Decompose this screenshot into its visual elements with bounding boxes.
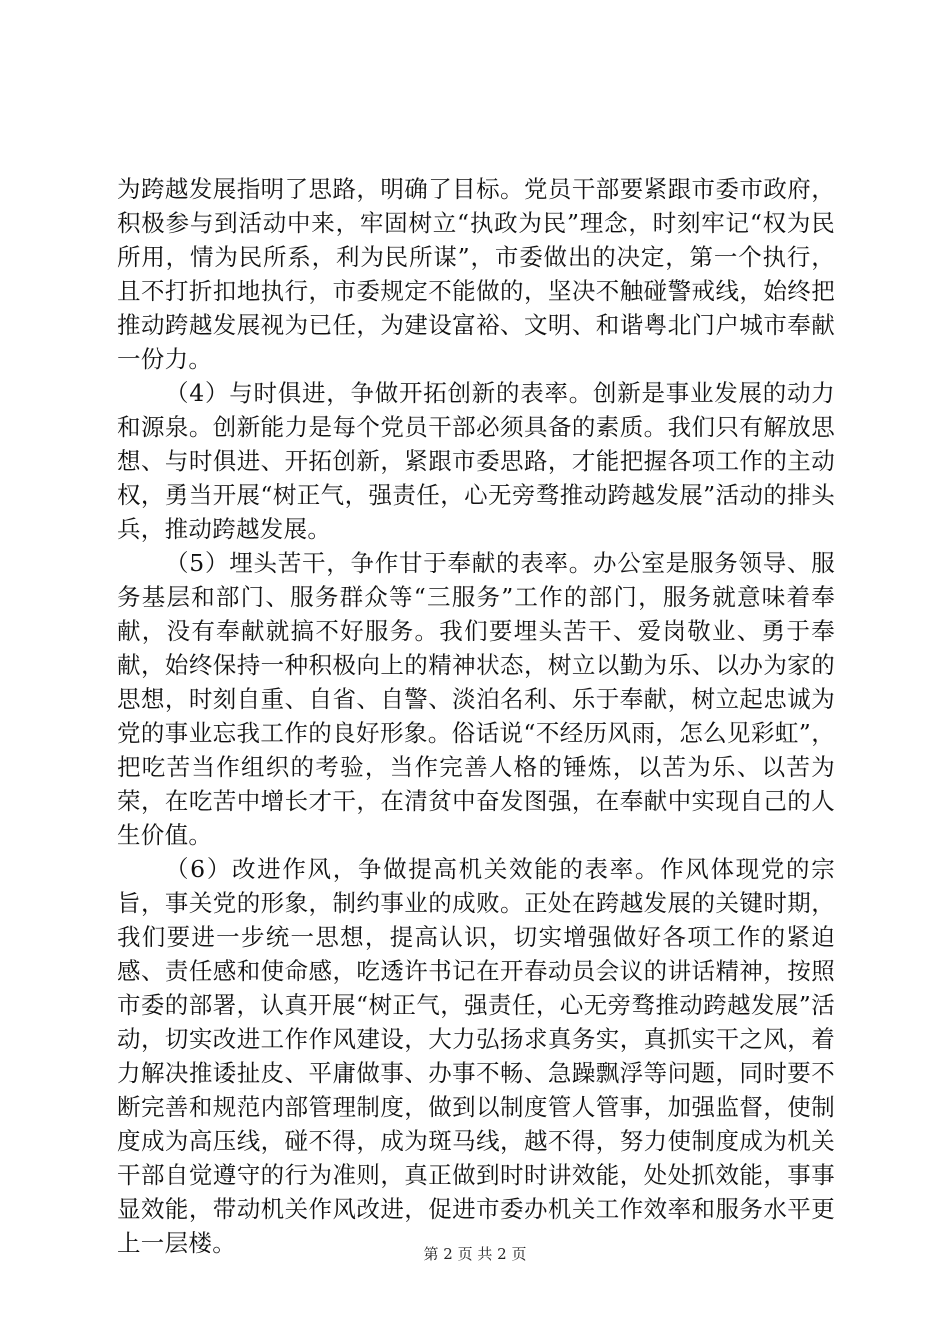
paragraph-continuation: 为跨越发展指明了思路，明确了目标。党员干部要紧跟市委市政府，积极参与到活动中来，牢固树立“执政为民”理念，时刻牢记“权为民所用，情为民所系，利为民所谋”，市委做出的决定，第一个执行，且不打折扣地执行，市委规定不能做的，坚决不触碰警戒线，始终把推动跨越发展视为已任，为建设富裕、文明、和谐粤北门户城市奉献一份力。 — [117, 175, 835, 373]
page-footer: 第 2 页 共 2 页 — [423, 1245, 527, 1263]
paragraph-item-5: （5）埋头苦干，争作甘于奉献的表率。办公室是服务领导、服务基层和部门、服务群众等“三服务”工作的部门，服务就意味着奉献，没有奉献就搞不好服务。我们要埋头苦干、爱岗敬业、勇于奉献，始终保持一种积极向上的精神状态，树立以勤为乐、以办为家的思想，时刻自重、自省、自警、淡泊名利、乐于奉献，树立起忠诚为党的事业忘我工作的良好形象。俗话说“不经历风雨，怎么见彩虹”，把吃苦当作组织的考验，当作完善人格的锤炼，以苦为乐、以苦为荣，在吃苦中增长才干，在清贫中奋发图强，在奉献中实现自己的人生价值。 — [117, 549, 835, 849]
paragraph-item-6: （6）改进作风，争做提高机关效能的表率。作风体现党的宗旨，事关党的形象，制约事业的成败。正处在跨越发展的关键时期，我们要进一步统一思想，提高认识，切实增强做好各项工作的紧迫感、责任感和使命感，吃透许书记在开春动员会议的讲话精神，按照市委的部署，认真开展“树正气，强责任，心无旁骛推动跨越发展”活动，切实改进工作作风建设，大力弘扬求真务实，真抓实干之风，着力解决推诿扯皮、平庸做事、办事不畅、急躁飘浮等问题，同时要不断完善和规范内部管理制度，做到以制度管人管事，加强监督，使制度成为高压线，碰不得，成为斑马线，越不得，努力使制度成为机关干部自觉遵守的行为准则，真正做到时时讲效能，处处抓效能，事事显效能，带动机关作风改进，促进市委办机关工作效率和服务水平更上一层楼。 — [117, 855, 835, 1257]
document-body — [117, 172, 835, 1260]
paragraph-item-4: （4）与时俱进，争做开拓创新的表率。创新是事业发展的动力和源泉。创新能力是每个党员干部必须具备的素质。我们只有解放思想、与时俱进、开拓创新，紧跟市委思路，才能把握各项工作的主动权，勇当开展“树正气，强责任，心无旁骛推动跨越发展”活动的排头兵，推动跨越发展。 — [117, 379, 835, 543]
